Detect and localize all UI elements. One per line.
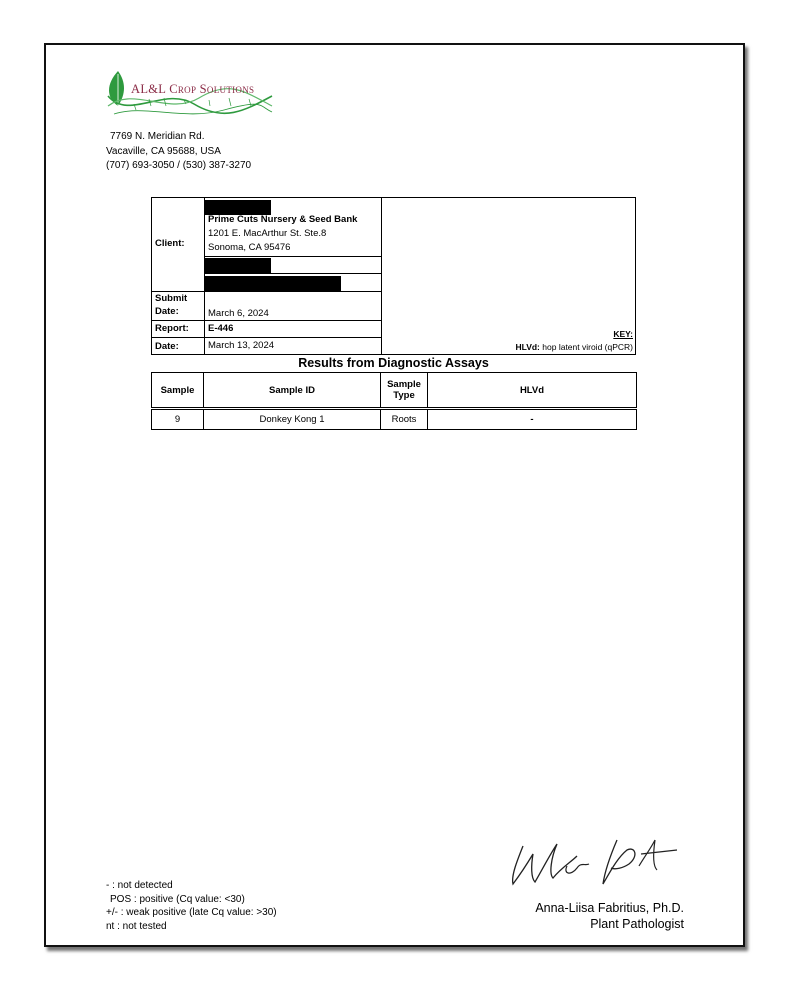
submit-label-1: Submit: [155, 293, 188, 304]
cell-sample-id: Donkey Kong 1: [204, 409, 381, 430]
redacted-block: [205, 200, 271, 215]
key-entry: HLVd: hop latent viroid (qPCR): [515, 342, 633, 352]
report-date: March 13, 2024: [208, 340, 275, 351]
client-info-table: [151, 197, 636, 355]
header-sample: Sample: [152, 373, 204, 409]
submit-label-2: Date:: [155, 306, 179, 317]
results-table: [151, 372, 637, 430]
signer-name: Anna-Liisa Fabritius, Ph.D.: [535, 901, 684, 915]
client-city: Sonoma, CA 95476: [208, 242, 291, 253]
address-line-2: Vacaville, CA 95688, USA: [106, 145, 221, 157]
report-page: [44, 43, 745, 947]
submit-date: March 6, 2024: [208, 308, 269, 319]
header-hlvd: HLVd: [428, 373, 637, 409]
redacted-block: [205, 258, 271, 273]
client-name: Prime Cuts Nursery & Seed Bank: [208, 214, 358, 225]
header-sample-id: Sample ID: [204, 373, 381, 409]
date-label: Date:: [155, 341, 179, 352]
handwritten-signature: [505, 826, 685, 896]
result-legend: [106, 879, 277, 933]
logo-wordmark: AL&L Crop Solutions: [131, 82, 255, 96]
results-title: Results from Diagnostic Assays: [298, 356, 489, 370]
report-label: Report:: [155, 323, 189, 334]
client-street: 1201 E. MacArthur St. Ste.8: [208, 228, 327, 239]
signer-block: [535, 900, 684, 932]
redacted-block: [205, 276, 341, 291]
cell-hlvd: -: [428, 409, 637, 430]
cell-sample: 9: [152, 409, 204, 430]
legend-line: +/- : weak positive (late Cq value: >30): [106, 907, 277, 919]
address-line-1: 7769 N. Meridian Rd.: [110, 131, 205, 142]
company-logo: [104, 66, 274, 128]
legend-line: - : not detected: [106, 880, 173, 891]
key-title: KEY:: [613, 329, 633, 339]
legend-line: nt : not tested: [106, 920, 167, 932]
company-phone: (707) 693-3050 / (530) 387-3270: [106, 160, 252, 171]
legend-line: POS : positive (Cq value: <30): [110, 893, 245, 905]
report-number: E-446: [208, 323, 234, 334]
client-label: Client:: [155, 238, 185, 249]
table-row: [152, 409, 637, 430]
signer-title: Plant Pathologist: [590, 917, 684, 931]
header-sample-type: Sample Type: [381, 373, 428, 409]
company-address: [106, 130, 251, 174]
cell-sample-type: Roots: [381, 409, 428, 430]
